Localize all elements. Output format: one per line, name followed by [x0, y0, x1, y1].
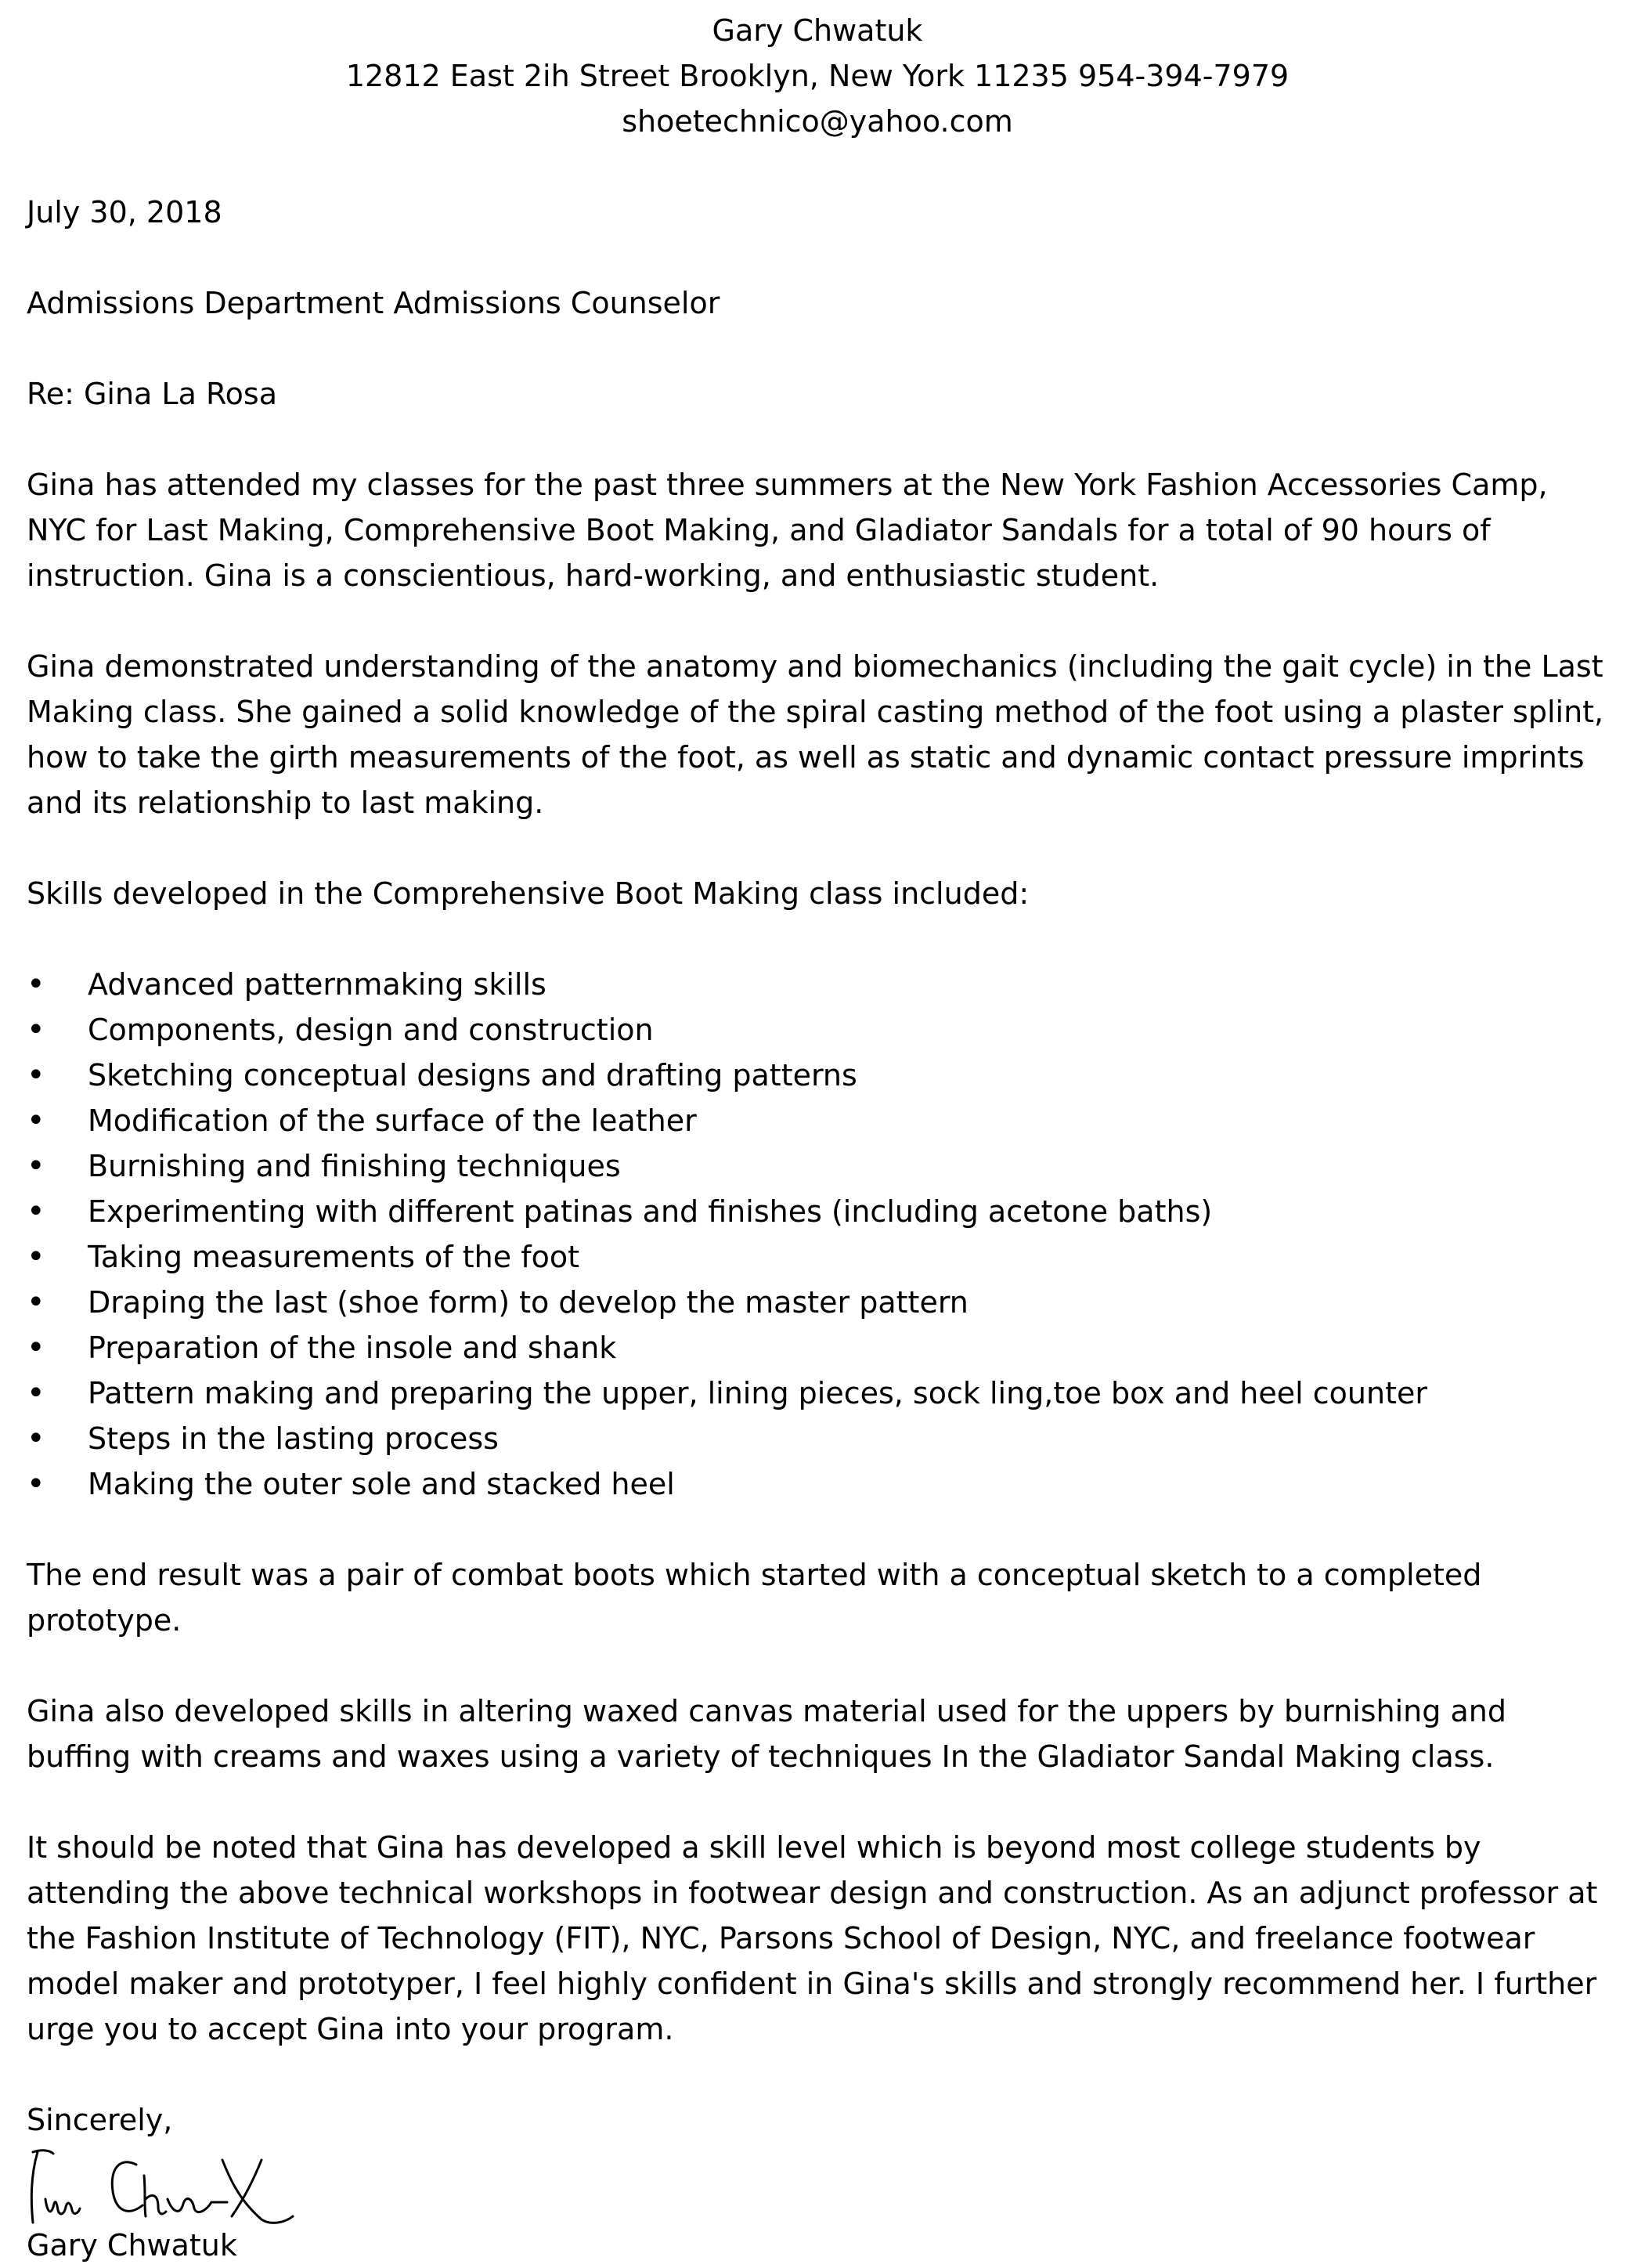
letter-date: July 30, 2018 [27, 195, 222, 229]
skill-item: • Pattern making and preparing the upper, lining pieces, sock ling,toe box and heel counter [27, 1371, 1608, 1416]
body-paragraph-3: The end result was a pair of combat boots which started with a conceptual sketch to a completed prototype. [27, 1558, 1482, 1638]
skill-item: • Making the outer sole and stacked heel [27, 1461, 1608, 1507]
skills-intro: Skills developed in the Comprehensive Boot Making class included: [27, 876, 1030, 911]
sender-email: shoetechnico@yahoo.com [622, 104, 1013, 139]
body-paragraph-4: Gina also developed skills in altering waxed canvas material used for the uppers by burnishing and buffing with creams and waxes using a variety of techniques In the Gladiator Sandal Making class. [27, 1694, 1506, 1774]
skill-item: • Burnishing and finishing techniques [27, 1143, 1608, 1189]
letterhead [27, 8, 1608, 144]
skill-item: • Draping the last (shoe form) to develop the master pattern [27, 1280, 1608, 1325]
skill-item: • Advanced patternmaking skills [27, 962, 1608, 1007]
skill-item: • Experimenting with different patinas and finishes (including acetone baths) [27, 1189, 1608, 1234]
skill-item: • Sketching conceptual designs and drafting patterns [27, 1053, 1608, 1098]
letter-page [27, 0, 1608, 2268]
skill-item: • Preparation of the insole and shank [27, 1325, 1608, 1371]
skill-item: • Components, design and construction [27, 1007, 1608, 1053]
body-paragraph-1: Gina has attended my classes for the past three summers at the New York Fashion Accessories Camp, NYC for Last Making, Comprehensive Boot Making, and Gladiator Sandals for a total of 90 hours of instruction. Gina is a conscientious, hard-working, and enthusiastic student. [27, 468, 1548, 593]
handwritten-signature-icon [27, 2144, 1608, 2223]
skills-list [27, 962, 1608, 1507]
sender-name: Gary Chwatuk [712, 13, 923, 48]
body-paragraph-5: It should be noted that Gina has developed a skill level which is beyond most college students by attending the above technical workshops in footwear design and construction. As an adjunct professor at the Fashion Institute of Technology (FIT), NYC, Parsons School of Design, NYC, and freelance footwear model maker and prototyper, I feel highly confident in Gina's skills and strongly recommend her. I further urge you to accept Gina into your program. [27, 1830, 1598, 2046]
body-paragraph-2: Gina demonstrated understanding of the anatomy and biomechanics (including the gait cycle) in the Last Making class. She gained a solid knowledge of the spiral casting method of the foot using a plaster splint, how to take the girth measurements of the foot, as well as static and dynamic contact pressure imprints and its relationship to last making. [27, 649, 1604, 820]
skill-item: • Taking measurements of the foot [27, 1234, 1608, 1280]
sender-address: 12812 East 2ih Street Brooklyn, New York 11235 954-394-7979 [345, 59, 1290, 93]
subject-line: Re: Gina La Rosa [27, 377, 277, 411]
skill-item: • Modification of the surface of the leather [27, 1098, 1608, 1143]
recipient-line: Admissions Department Admissions Counselor [27, 286, 720, 320]
closing: Sincerely, [27, 2103, 173, 2137]
signer-name: Gary Chwatuk [27, 2228, 237, 2263]
skill-item: • Steps in the lasting process [27, 1416, 1608, 1461]
